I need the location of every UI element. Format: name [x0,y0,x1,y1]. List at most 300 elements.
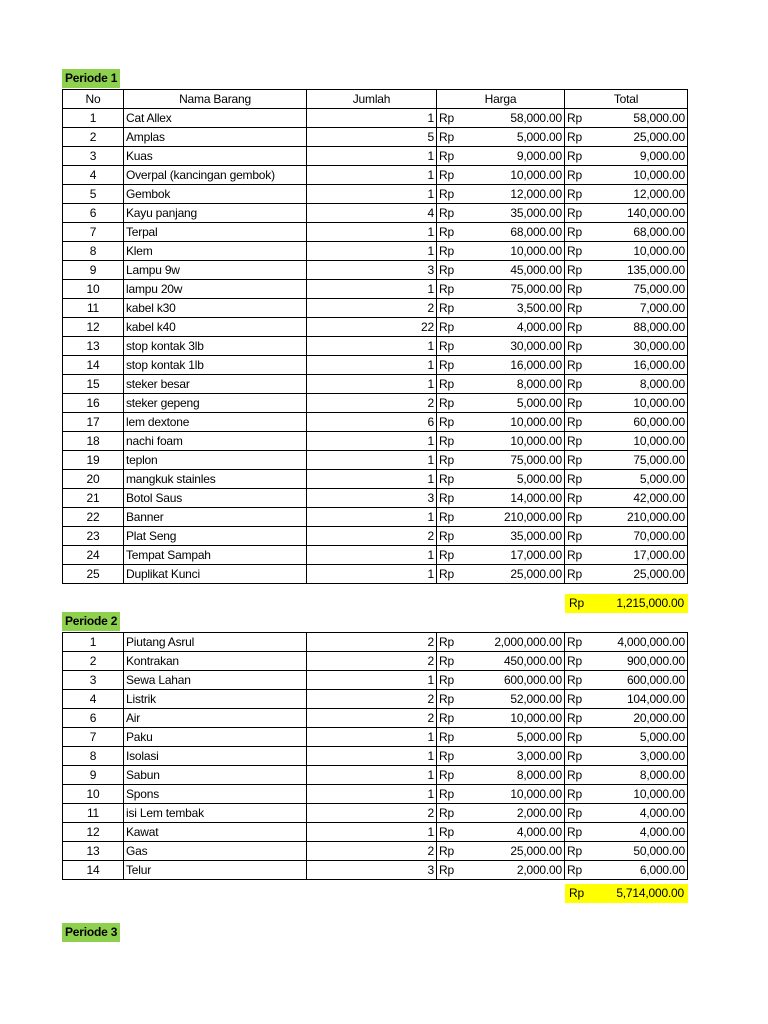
cell-no: 2 [63,652,124,671]
cell-harga-currency: Rp [437,633,467,652]
cell-jumlah: 1 [307,432,437,451]
cell-no: 21 [63,489,124,508]
cell-harga: 2,000.00 [467,804,565,823]
cell-total-currency: Rp [565,633,595,652]
cell-harga: 10,000.00 [467,242,565,261]
table-row [63,375,688,394]
cell-no: 3 [63,671,124,690]
cell-no: 4 [63,166,124,185]
header-nama-barang: Nama Barang [124,90,307,109]
cell-total-currency: Rp [565,690,595,709]
cell-total: 70,000.00 [595,527,688,546]
cell-harga-currency: Rp [437,318,467,337]
cell-harga-currency: Rp [437,728,467,747]
cell-total-currency: Rp [565,546,595,565]
cell-total-currency: Rp [565,652,595,671]
table-row [63,546,688,565]
cell-nama-barang: steker besar [124,375,307,394]
cell-total-currency: Rp [565,508,595,527]
cell-jumlah: 2 [307,804,437,823]
cell-harga-currency: Rp [437,128,467,147]
cell-nama-barang: Plat Seng [124,527,307,546]
cell-harga: 25,000.00 [467,565,565,584]
table-row [63,356,688,375]
header-harga: Harga [437,90,565,109]
cell-total-currency: Rp [565,842,595,861]
cell-no: 6 [63,709,124,728]
periode-2-table [62,632,688,880]
cell-no: 7 [63,728,124,747]
table-row [63,690,688,709]
cell-total: 58,000.00 [595,109,688,128]
cell-total-currency: Rp [565,728,595,747]
cell-nama-barang: Paku [124,728,307,747]
cell-nama-barang: nachi foam [124,432,307,451]
table-row [63,671,688,690]
cell-harga: 2,000,000.00 [467,633,565,652]
cell-jumlah: 6 [307,413,437,432]
cell-nama-barang: Spons [124,785,307,804]
cell-harga: 3,000.00 [467,747,565,766]
cell-total: 140,000.00 [595,204,688,223]
cell-no: 12 [63,318,124,337]
cell-harga-currency: Rp [437,766,467,785]
cell-harga-currency: Rp [437,842,467,861]
cell-jumlah: 1 [307,546,437,565]
cell-total-currency: Rp [565,671,595,690]
cell-nama-barang: Piutang Asrul [124,633,307,652]
cell-no: 19 [63,451,124,470]
cell-total: 60,000.00 [595,413,688,432]
cell-total-currency: Rp [565,432,595,451]
table-row [63,261,688,280]
table-row [63,128,688,147]
cell-jumlah: 1 [307,185,437,204]
cell-total-currency: Rp [565,185,595,204]
cell-harga: 35,000.00 [467,204,565,223]
cell-nama-barang: Tempat Sampah [124,546,307,565]
cell-jumlah: 2 [307,709,437,728]
cell-total: 5,000.00 [595,728,688,747]
cell-nama-barang: Lampu 9w [124,261,307,280]
cell-harga: 4,000.00 [467,823,565,842]
cell-jumlah: 1 [307,147,437,166]
cell-nama-barang: Klem [124,242,307,261]
cell-total-currency: Rp [565,861,595,880]
cell-nama-barang: lem dextone [124,413,307,432]
cell-jumlah: 1 [307,508,437,527]
cell-harga: 10,000.00 [467,166,565,185]
cell-jumlah: 2 [307,527,437,546]
cell-no: 22 [63,508,124,527]
cell-total: 10,000.00 [595,785,688,804]
cell-jumlah: 1 [307,166,437,185]
cell-jumlah: 2 [307,394,437,413]
cell-nama-barang: steker gepeng [124,394,307,413]
cell-nama-barang: Telur [124,861,307,880]
cell-total-currency: Rp [565,785,595,804]
cell-total: 68,000.00 [595,223,688,242]
cell-jumlah: 1 [307,747,437,766]
cell-harga: 5,000.00 [467,728,565,747]
cell-no: 24 [63,546,124,565]
cell-jumlah: 1 [307,451,437,470]
cell-total: 16,000.00 [595,356,688,375]
cell-jumlah: 1 [307,766,437,785]
table-row [63,489,688,508]
cell-total: 10,000.00 [595,242,688,261]
table-row [63,432,688,451]
cell-jumlah: 22 [307,318,437,337]
cell-nama-barang: Cat Allex [124,109,307,128]
cell-jumlah: 1 [307,728,437,747]
cell-nama-barang: Duplikat Kunci [124,565,307,584]
cell-harga: 10,000.00 [467,785,565,804]
cell-harga: 25,000.00 [467,842,565,861]
cell-total: 4,000,000.00 [595,633,688,652]
cell-no: 6 [63,204,124,223]
table-row [63,147,688,166]
cell-harga: 8,000.00 [467,766,565,785]
cell-total: 3,000.00 [595,747,688,766]
cell-harga-currency: Rp [437,394,467,413]
cell-harga-currency: Rp [437,223,467,242]
cell-total: 20,000.00 [595,709,688,728]
cell-harga: 12,000.00 [467,185,565,204]
cell-jumlah: 2 [307,652,437,671]
cell-total: 75,000.00 [595,280,688,299]
cell-nama-barang: Kuas [124,147,307,166]
cell-harga: 10,000.00 [467,709,565,728]
table-row [63,318,688,337]
cell-no: 18 [63,432,124,451]
cell-harga: 5,000.00 [467,470,565,489]
cell-total-currency: Rp [565,470,595,489]
cell-no: 2 [63,128,124,147]
cell-no: 8 [63,242,124,261]
cell-total-currency: Rp [565,747,595,766]
cell-harga-currency: Rp [437,147,467,166]
cell-total-currency: Rp [565,823,595,842]
cell-jumlah: 2 [307,690,437,709]
table-row [63,109,688,128]
cell-harga: 8,000.00 [467,375,565,394]
table-row [63,204,688,223]
cell-harga: 14,000.00 [467,489,565,508]
cell-total-currency: Rp [565,242,595,261]
cell-total: 600,000.00 [595,671,688,690]
cell-total: 42,000.00 [595,489,688,508]
cell-harga-currency: Rp [437,785,467,804]
table-row [63,861,688,880]
cell-total-currency: Rp [565,356,595,375]
periode-1-grand-total [565,594,688,613]
cell-nama-barang: kabel k40 [124,318,307,337]
cell-no: 9 [63,766,124,785]
cell-harga: 17,000.00 [467,546,565,565]
cell-harga: 5,000.00 [467,394,565,413]
cell-total-currency: Rp [565,280,595,299]
cell-total-currency: Rp [565,223,595,242]
cell-harga: 10,000.00 [467,413,565,432]
cell-jumlah: 4 [307,204,437,223]
cell-nama-barang: stop kontak 1lb [124,356,307,375]
cell-no: 15 [63,375,124,394]
cell-total-currency: Rp [565,147,595,166]
cell-harga-currency: Rp [437,652,467,671]
cell-harga: 210,000.00 [467,508,565,527]
cell-total: 10,000.00 [595,166,688,185]
cell-harga-currency: Rp [437,356,467,375]
cell-total: 88,000.00 [595,318,688,337]
cell-total-currency: Rp [565,766,595,785]
cell-harga: 9,000.00 [467,147,565,166]
cell-total-currency: Rp [565,261,595,280]
periode-1-table [62,89,688,584]
cell-jumlah: 3 [307,261,437,280]
cell-total: 10,000.00 [595,394,688,413]
table-row [63,337,688,356]
cell-harga-currency: Rp [437,242,467,261]
cell-jumlah: 1 [307,223,437,242]
cell-harga-currency: Rp [437,109,467,128]
table-row [63,451,688,470]
cell-jumlah: 1 [307,375,437,394]
cell-harga: 5,000.00 [467,128,565,147]
cell-total-currency: Rp [565,375,595,394]
cell-total: 5,000.00 [595,470,688,489]
cell-jumlah: 1 [307,785,437,804]
cell-harga-currency: Rp [437,690,467,709]
cell-no: 8 [63,747,124,766]
cell-harga: 4,000.00 [467,318,565,337]
cell-harga: 10,000.00 [467,432,565,451]
cell-total-currency: Rp [565,318,595,337]
cell-jumlah: 1 [307,280,437,299]
cell-jumlah: 1 [307,356,437,375]
cell-nama-barang: Kayu panjang [124,204,307,223]
table-row [63,185,688,204]
cell-no: 3 [63,147,124,166]
cell-harga-currency: Rp [437,299,467,318]
cell-no: 12 [63,823,124,842]
cell-jumlah: 2 [307,842,437,861]
cell-jumlah: 1 [307,337,437,356]
cell-jumlah: 2 [307,299,437,318]
table-row [63,565,688,584]
cell-total-currency: Rp [565,109,595,128]
table-row [63,413,688,432]
table-row [63,728,688,747]
cell-harga-currency: Rp [437,709,467,728]
cell-nama-barang: Listrik [124,690,307,709]
cell-nama-barang: Botol Saus [124,489,307,508]
cell-total-currency: Rp [565,565,595,584]
table-row [63,785,688,804]
cell-total: 10,000.00 [595,432,688,451]
table-row [63,633,688,652]
table-row [63,470,688,489]
cell-harga: 3,500.00 [467,299,565,318]
cell-no: 10 [63,280,124,299]
cell-jumlah: 1 [307,671,437,690]
cell-harga-currency: Rp [437,432,467,451]
cell-no: 25 [63,565,124,584]
cell-harga-currency: Rp [437,375,467,394]
header-total: Total [565,90,688,109]
cell-harga: 600,000.00 [467,671,565,690]
cell-total: 135,000.00 [595,261,688,280]
cell-no: 4 [63,690,124,709]
cell-total: 104,000.00 [595,690,688,709]
cell-total-currency: Rp [565,489,595,508]
cell-total-currency: Rp [565,709,595,728]
cell-nama-barang: Sabun [124,766,307,785]
cell-harga-currency: Rp [437,451,467,470]
cell-total: 9,000.00 [595,147,688,166]
cell-no: 16 [63,394,124,413]
cell-harga: 68,000.00 [467,223,565,242]
cell-total: 17,000.00 [595,546,688,565]
cell-no: 10 [63,785,124,804]
cell-harga-currency: Rp [437,280,467,299]
cell-jumlah: 1 [307,242,437,261]
cell-jumlah: 1 [307,823,437,842]
cell-nama-barang: Banner [124,508,307,527]
table-row [63,652,688,671]
cell-nama-barang: Amplas [124,128,307,147]
table-row [63,842,688,861]
table-row [63,709,688,728]
cell-total-currency: Rp [565,413,595,432]
periode-1-label: Periode 1 [62,69,120,88]
cell-total: 4,000.00 [595,804,688,823]
cell-no: 11 [63,299,124,318]
cell-total-currency: Rp [565,527,595,546]
cell-harga-currency: Rp [437,261,467,280]
periode-3-label: Periode 3 [62,923,120,942]
cell-nama-barang: Gas [124,842,307,861]
cell-jumlah: 1 [307,109,437,128]
cell-jumlah: 5 [307,128,437,147]
cell-harga-currency: Rp [437,804,467,823]
cell-total-currency: Rp [565,394,595,413]
grand-total-value: 5,714,000.00 [616,886,684,900]
cell-nama-barang: kabel k30 [124,299,307,318]
cell-total: 8,000.00 [595,766,688,785]
table-row [63,747,688,766]
cell-nama-barang: Kontrakan [124,652,307,671]
cell-total: 25,000.00 [595,128,688,147]
cell-harga: 52,000.00 [467,690,565,709]
cell-jumlah: 1 [307,565,437,584]
table-row [63,823,688,842]
cell-no: 1 [63,633,124,652]
cell-total: 8,000.00 [595,375,688,394]
cell-nama-barang: Overpal (kancingan gembok) [124,166,307,185]
cell-total: 25,000.00 [595,565,688,584]
cell-total: 7,000.00 [595,299,688,318]
cell-no: 13 [63,842,124,861]
cell-harga-currency: Rp [437,527,467,546]
cell-total: 4,000.00 [595,823,688,842]
cell-total: 900,000.00 [595,652,688,671]
cell-no: 23 [63,527,124,546]
cell-harga: 75,000.00 [467,451,565,470]
cell-harga-currency: Rp [437,565,467,584]
cell-jumlah: 1 [307,470,437,489]
cell-nama-barang: isi Lem tembak [124,804,307,823]
cell-harga-currency: Rp [437,747,467,766]
cell-harga: 450,000.00 [467,652,565,671]
cell-harga-currency: Rp [437,204,467,223]
periode-2-label: Periode 2 [62,612,120,631]
table-row [63,527,688,546]
currency-label: Rp [569,596,584,610]
cell-no: 11 [63,804,124,823]
table-row [63,166,688,185]
header-jumlah: Jumlah [307,90,437,109]
table-row [63,766,688,785]
cell-harga-currency: Rp [437,489,467,508]
cell-total-currency: Rp [565,204,595,223]
cell-no: 14 [63,356,124,375]
cell-nama-barang: mangkuk stainles [124,470,307,489]
cell-nama-barang: lampu 20w [124,280,307,299]
cell-total-currency: Rp [565,451,595,470]
cell-jumlah: 2 [307,633,437,652]
cell-nama-barang: stop kontak 3lb [124,337,307,356]
cell-nama-barang: Gembok [124,185,307,204]
cell-harga: 75,000.00 [467,280,565,299]
cell-harga-currency: Rp [437,470,467,489]
cell-no: 9 [63,261,124,280]
cell-total-currency: Rp [565,804,595,823]
cell-total: 6,000.00 [595,861,688,880]
cell-total: 12,000.00 [595,185,688,204]
cell-harga-currency: Rp [437,413,467,432]
cell-harga-currency: Rp [437,861,467,880]
cell-harga: 35,000.00 [467,527,565,546]
table-row [63,508,688,527]
cell-harga-currency: Rp [437,546,467,565]
grand-total-value: 1,215,000.00 [616,596,684,610]
cell-total: 75,000.00 [595,451,688,470]
cell-total-currency: Rp [565,337,595,356]
cell-harga: 45,000.00 [467,261,565,280]
table-row [63,242,688,261]
table-row [63,299,688,318]
cell-no: 5 [63,185,124,204]
periode-2-grand-total [565,884,688,903]
cell-nama-barang: Isolasi [124,747,307,766]
cell-harga-currency: Rp [437,337,467,356]
cell-no: 13 [63,337,124,356]
cell-harga: 58,000.00 [467,109,565,128]
header-no: No [63,90,124,109]
cell-nama-barang: Kawat [124,823,307,842]
cell-harga: 30,000.00 [467,337,565,356]
cell-total: 50,000.00 [595,842,688,861]
cell-jumlah: 3 [307,489,437,508]
cell-total-currency: Rp [565,128,595,147]
cell-no: 20 [63,470,124,489]
cell-no: 14 [63,861,124,880]
table-header-row [63,90,688,109]
currency-label: Rp [569,886,584,900]
cell-nama-barang: Air [124,709,307,728]
table-row [63,804,688,823]
